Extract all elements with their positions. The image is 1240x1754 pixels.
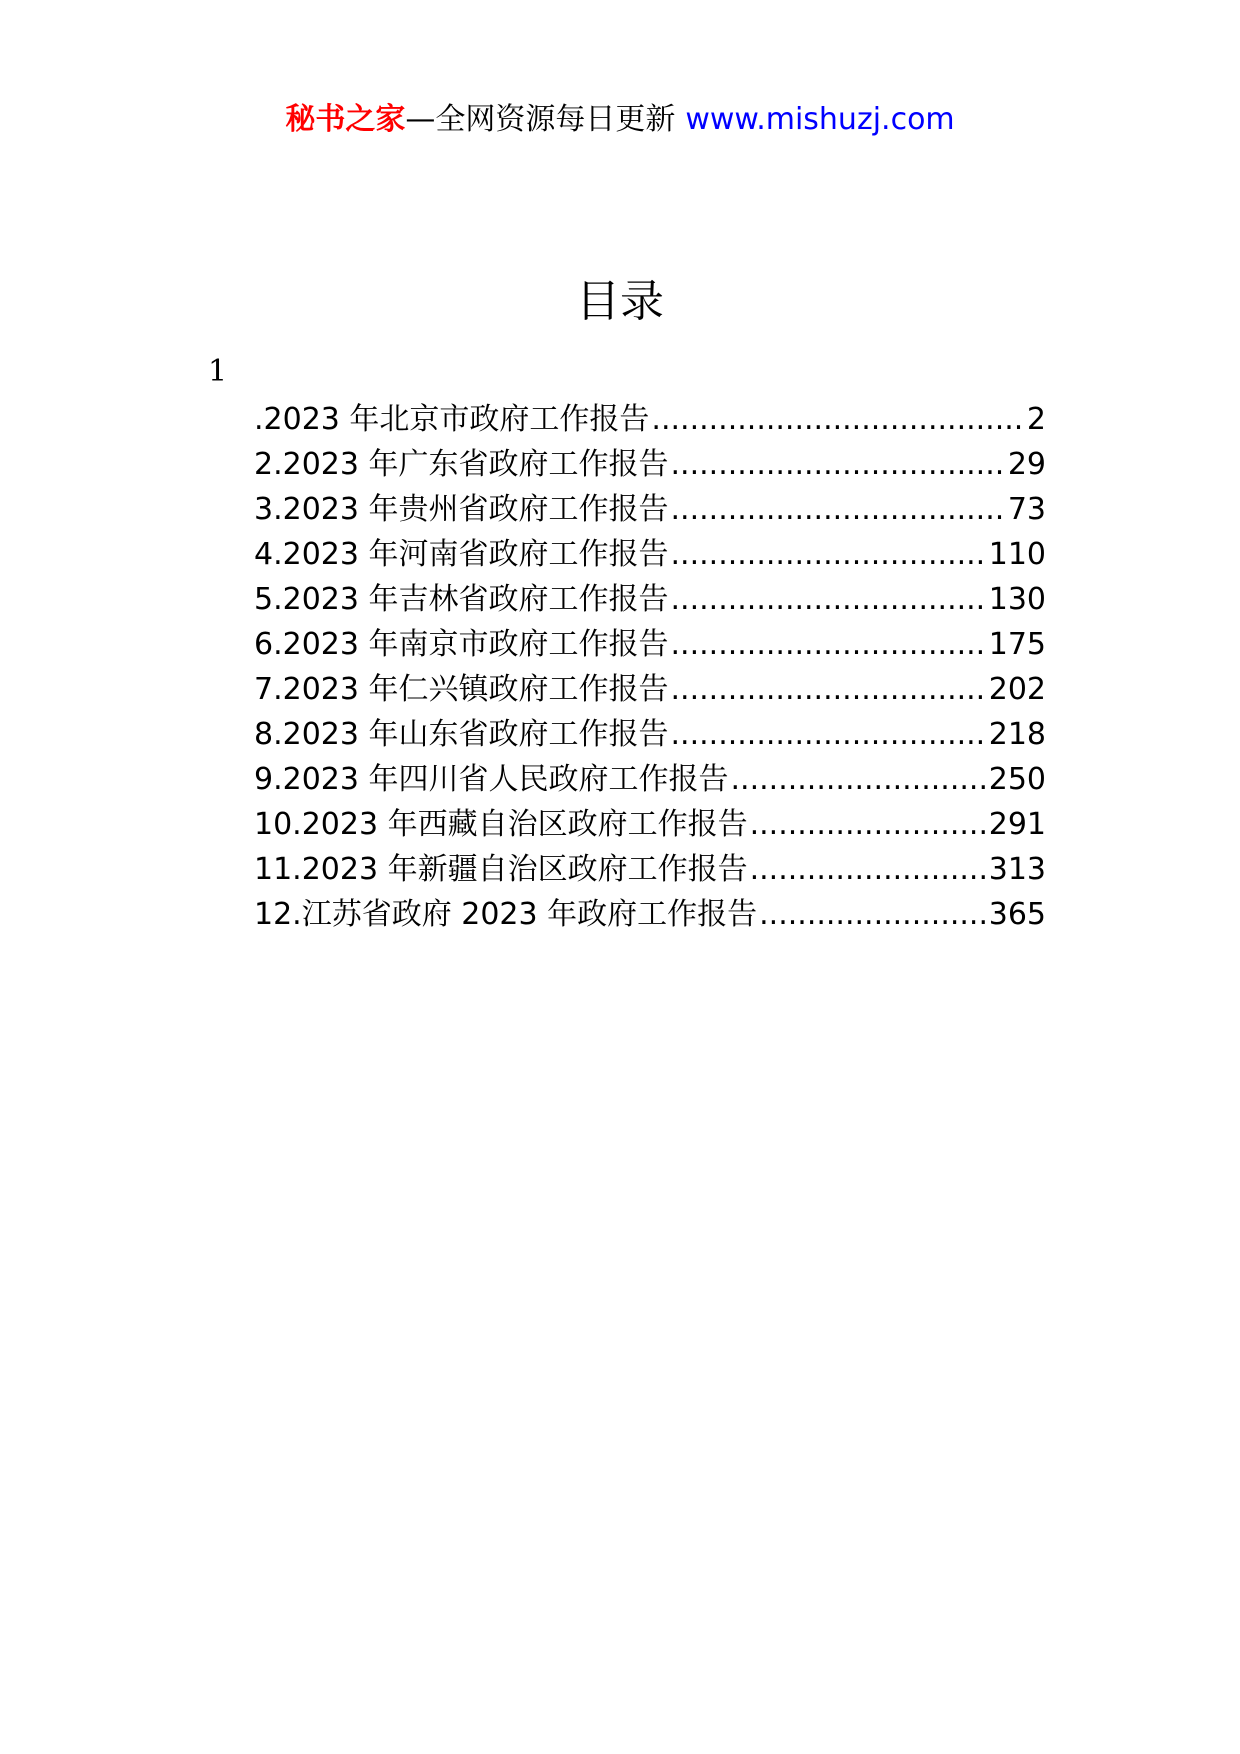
toc-dot-leader [671, 577, 987, 622]
toc-entry-label: 8.2023 年山东省政府工作报告 [254, 717, 669, 752]
header-tagline: —全网资源每日更新 [405, 102, 676, 137]
toc-entry-page: 365 [988, 897, 1046, 932]
toc-entry[interactable] [254, 397, 1046, 442]
toc-entry[interactable] [254, 892, 1046, 937]
toc-entry[interactable] [254, 802, 1046, 847]
toc-entry[interactable] [254, 757, 1046, 802]
toc-entry[interactable] [254, 847, 1046, 892]
toc-entry-page: 29 [1007, 447, 1046, 482]
toc-entry-page: 218 [988, 717, 1046, 752]
toc-list [254, 397, 1046, 937]
toc-dot-leader [750, 847, 987, 892]
toc-entry-page: 130 [988, 582, 1046, 617]
toc-entry[interactable] [254, 577, 1046, 622]
toc-entry-label: 11.2023 年新疆自治区政府工作报告 [254, 852, 748, 887]
list-number-fragment: 1 [208, 354, 228, 389]
toc-entry-page: 110 [988, 537, 1046, 572]
toc-entry-page: 291 [988, 807, 1046, 842]
toc-title: 目录 [576, 276, 664, 327]
toc-dot-leader [671, 712, 987, 757]
toc-entry-label: 5.2023 年吉林省政府工作报告 [254, 582, 669, 617]
toc-entry-page: 250 [988, 762, 1046, 797]
toc-entry[interactable] [254, 622, 1046, 667]
toc-entry-page: 2 [1026, 402, 1046, 437]
toc-entry-label: 4.2023 年河南省政府工作报告 [254, 537, 669, 572]
toc-entry[interactable] [254, 667, 1046, 712]
toc-entry-label: .2023 年北京市政府工作报告 [254, 402, 650, 437]
toc-entry-label: 12.江苏省政府 2023 年政府工作报告 [254, 897, 758, 932]
toc-entry-page: 175 [988, 627, 1046, 662]
toc-entry-page: 73 [1007, 492, 1046, 527]
toc-entry-label: 10.2023 年西藏自治区政府工作报告 [254, 807, 748, 842]
toc-entry[interactable] [254, 712, 1046, 757]
toc-dot-leader [651, 397, 1024, 442]
toc-dot-leader [671, 442, 1006, 487]
toc-entry[interactable] [254, 442, 1046, 487]
toc-entry-label: 2.2023 年广东省政府工作报告 [254, 447, 669, 482]
toc-dot-leader [750, 802, 987, 847]
toc-dot-leader [759, 892, 987, 937]
site-url-link[interactable]: www.mishuzj.com [685, 102, 955, 137]
toc-dot-leader [671, 622, 987, 667]
toc-dot-leader [731, 757, 987, 802]
toc-entry-label: 3.2023 年贵州省政府工作报告 [254, 492, 669, 527]
toc-entry[interactable] [254, 532, 1046, 577]
toc-dot-leader [671, 487, 1006, 532]
toc-entry-page: 313 [988, 852, 1046, 887]
toc-dot-leader [671, 532, 987, 577]
toc-entry-label: 7.2023 年仁兴镇政府工作报告 [254, 672, 669, 707]
toc-dot-leader [671, 667, 987, 712]
toc-entry[interactable] [254, 487, 1046, 532]
toc-entry-page: 202 [988, 672, 1046, 707]
toc-entry-label: 6.2023 年南京市政府工作报告 [254, 627, 669, 662]
site-header [0, 98, 1240, 142]
brand-name: 秘书之家 [285, 102, 406, 137]
toc-entry-label: 9.2023 年四川省人民政府工作报告 [254, 762, 729, 797]
